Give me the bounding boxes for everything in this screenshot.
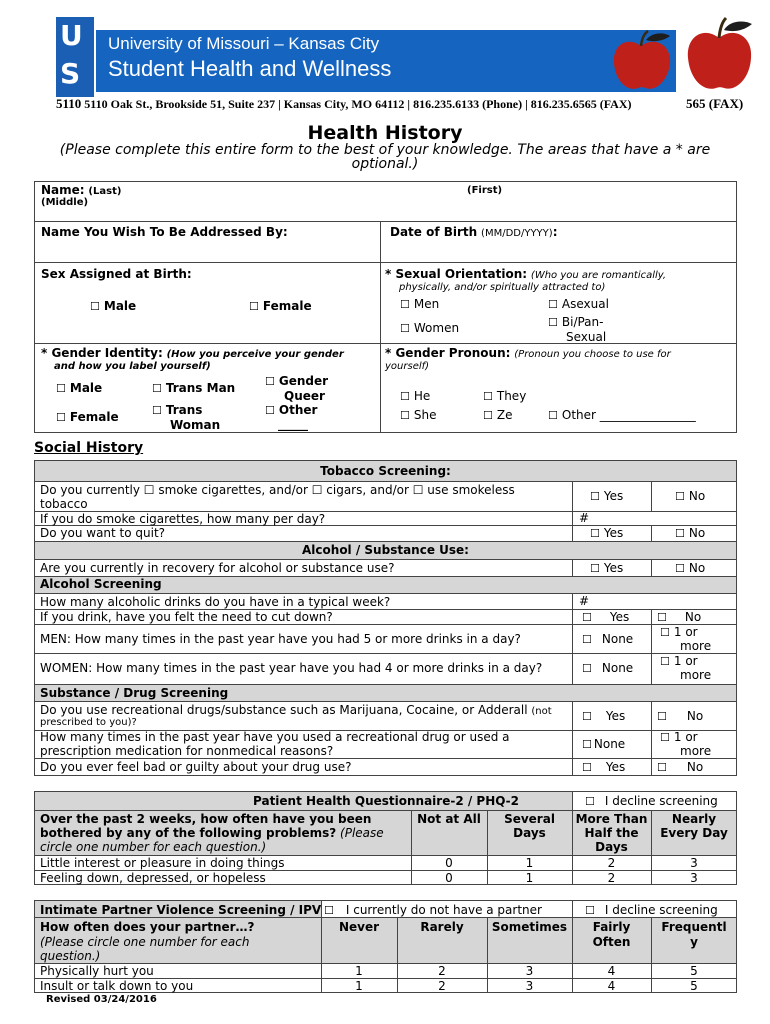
phq2-score[interactable]: 0	[445, 856, 453, 870]
orientation-bipan[interactable]: ☐ Bi/Pan-	[548, 315, 604, 329]
guilty-no[interactable]: ☐ No	[657, 760, 704, 774]
phq2-col-several-line2: Days	[513, 826, 546, 840]
ipv-col-rarely: Rarely	[420, 920, 464, 934]
gi-trans-woman[interactable]: ☐ Trans	[152, 403, 203, 417]
phq2-decline[interactable]: ☐ I decline screening	[585, 794, 718, 808]
q-recovery: Are you currently in recovery for alcohol or substance use?	[40, 561, 395, 575]
ipv-col-frequently: Frequentl	[661, 920, 727, 934]
quit-yes[interactable]: ☐ Yes	[590, 526, 624, 540]
pronoun-other[interactable]: ☐ Other ________________	[548, 408, 696, 422]
name-field[interactable]: Name: (Last)	[41, 183, 122, 197]
alcohol-screening-header: Alcohol Screening	[40, 577, 162, 591]
tobacco-header: Tobacco Screening:	[320, 464, 451, 478]
fax-ghost-text: 565 (FAX)	[686, 96, 744, 111]
ipv-col-never: Never	[338, 920, 380, 934]
q-men-drinks: MEN: How many times in the past year have you had 5 or more drinks in a day?	[40, 632, 521, 646]
phq2-score[interactable]: 2	[607, 856, 616, 870]
q-drug-guilty: Do you ever feel bad or guilty about your drug use?	[40, 760, 352, 774]
q-past-year-drug: How many times in the past year have you used a recreational drug or used a	[40, 730, 510, 744]
social-history-heading: Social History	[34, 440, 144, 456]
clinic-address	[56, 96, 631, 112]
q-want-quit: Do you want to quit?	[40, 526, 166, 540]
page-subtitle: (Please complete this entire form to the best of your knowledge. The areas that have a * are optional.)	[59, 142, 711, 172]
women-one-or-more[interactable]: ☐ 1 or	[660, 654, 698, 668]
orientation-men[interactable]: ☐ Men	[400, 297, 440, 311]
pronoun-she[interactable]: ☐ She	[400, 408, 437, 422]
phq2-title: Patient Health Questionnaire-2 / PHQ-2	[253, 794, 519, 808]
phq2-question-line2: bothered by any of the following problems? (Please	[40, 826, 384, 840]
drinks-count-field[interactable]: #	[579, 594, 590, 608]
sex-female-option[interactable]: ☐ Female	[249, 299, 312, 313]
smoke-yes[interactable]: ☐ Yes	[590, 489, 624, 503]
smoke-no[interactable]: ☐ No	[675, 489, 706, 503]
pronoun-hint: yourself)	[385, 361, 430, 372]
gi-other[interactable]: ☐ Other	[265, 403, 318, 417]
middle-name-label: (Middle)	[41, 197, 89, 208]
ipv-score[interactable]: 2	[438, 964, 446, 978]
logo-ghost-letter: S	[60, 57, 81, 90]
phq2-col-more-than-half-line3: Days	[595, 840, 628, 854]
women-one-or-more-line2: more	[680, 668, 712, 682]
ipv-question: How often does your partner…?	[40, 920, 255, 934]
ipv-score[interactable]: 3	[525, 979, 534, 993]
women-none[interactable]: ☐ None	[582, 661, 634, 675]
drug-screening-header: Substance / Drug Screening	[40, 686, 229, 700]
alcohol-header: Alcohol / Substance Use:	[302, 543, 469, 557]
phq2-question: Over the past 2 weeks, how often have you been	[40, 812, 372, 826]
q-past-year-drug-line2: prescription medication for nonmedical reasons?	[40, 744, 334, 758]
drug-none[interactable]: ☐ None	[582, 737, 626, 751]
phq2-score[interactable]: 2	[607, 871, 616, 885]
cigarettes-count-field[interactable]: #	[579, 511, 590, 525]
ipv-score[interactable]: 3	[525, 964, 534, 978]
gi-trans-woman-line2: Woman	[170, 418, 221, 432]
address-text: 5110 Oak St., Brookside 51, Suite 237 | Kansas City, MO 64112 | 816.235.6133 (Phone) | 816.235.6565 (FAX)	[84, 97, 632, 111]
apple-logo-icon	[684, 16, 754, 96]
phq2-question-line3: circle one number for each question.)	[40, 840, 267, 854]
q-women-drinks: WOMEN: How many times in the past year have you had 4 or more drinks in a day?	[40, 661, 543, 675]
q-cigarettes-per-day: If you do smoke cigarettes, how many per day?	[40, 512, 326, 526]
q-recreational-drugs: Do you use recreational drugs/substance such as Marijuana, Cocaine, or Adderall (not	[40, 703, 552, 717]
phq2-score[interactable]: 3	[690, 871, 698, 885]
ipv-score[interactable]: 2	[438, 979, 446, 993]
ipv-col-frequently-line2: y	[690, 935, 698, 949]
ipv-score[interactable]: 4	[607, 979, 616, 993]
ipv-no-partner[interactable]: ☐ I currently do not have a partner	[324, 903, 542, 917]
men-one-or-more[interactable]: ☐ 1 or	[660, 625, 698, 639]
sex-male-option[interactable]: ☐ Male	[90, 299, 137, 313]
ipv-row-hurt: Physically hurt you	[40, 964, 154, 978]
gi-gender-queer[interactable]: ☐ Gender	[265, 374, 329, 388]
drug-one-or-more-line2: more	[680, 744, 712, 758]
page-title: Health History	[307, 122, 463, 144]
orientation-bipan-line2: Sexual	[566, 330, 607, 344]
drugs-no[interactable]: ☐ No	[657, 709, 704, 723]
q-recreational-drugs-line2: prescribed to you)?	[40, 717, 137, 728]
recovery-no[interactable]: ☐ No	[675, 561, 706, 575]
pronoun-ze[interactable]: ☐ Ze	[483, 408, 513, 422]
q-drinks-week: How many alcoholic drinks do you have in a typical week?	[40, 595, 391, 609]
apple-logo-icon	[608, 30, 674, 94]
men-one-or-more-line2: more	[680, 639, 712, 653]
phq2-col-nearly: Nearly	[671, 812, 717, 826]
logo-ghost-block	[56, 17, 94, 97]
orientation-hint: physically, and/or spiritually attracted to)	[399, 282, 606, 293]
orientation-asexual[interactable]: ☐ Asexual	[548, 297, 609, 311]
phq2-col-nearly-line2: Every Day	[660, 826, 728, 840]
banner-department: Student Health and Wellness	[108, 56, 392, 81]
banner-university: University of Missouri – Kansas City	[108, 34, 380, 53]
q-smoke-type: Do you currently ☐ smoke cigarettes, and/or ☐ cigars, and/or ☐ use smokeless	[40, 483, 515, 497]
phq2-col-more-than-half: More Than	[575, 812, 648, 826]
ipv-score[interactable]: 5	[690, 964, 698, 978]
recovery-yes[interactable]: ☐ Yes	[590, 561, 624, 575]
dob-field[interactable]: Date of Birth (MM/DD/YYYY):	[390, 225, 558, 239]
q-smoke-type-line2: tobacco	[40, 497, 88, 511]
gi-gender-queer-line2: Queer	[284, 389, 325, 403]
pronoun-they[interactable]: ☐ They	[483, 389, 527, 403]
quit-no[interactable]: ☐ No	[675, 526, 706, 540]
ipv-score[interactable]: 1	[355, 979, 363, 993]
ipv-question-line2: (Please circle one number for each	[40, 935, 250, 949]
phq2-row-interest: Little interest or pleasure in doing things	[40, 856, 285, 870]
phq2-score[interactable]: 0	[445, 871, 453, 885]
ipv-col-fairly-often: Fairly	[592, 920, 631, 934]
men-none[interactable]: ☐ None	[582, 632, 634, 646]
q-cut-down: If you drink, have you felt the need to cut down?	[40, 610, 333, 624]
orientation-label: * Sexual Orientation: (Who you are romantically,	[385, 267, 667, 281]
gender-identity-hint: and how you label yourself)	[54, 361, 211, 372]
ipv-col-fairly-often-line2: Often	[592, 935, 631, 949]
revision-date: Revised 03/24/2016	[46, 994, 157, 1005]
phq2-col-several: Several	[504, 812, 555, 826]
logo-ghost-letter: U	[60, 19, 83, 52]
sex-label: Sex Assigned at Birth:	[41, 267, 192, 281]
phq2-score[interactable]: 1	[525, 856, 534, 870]
ipv-question-line3: question.)	[40, 949, 101, 963]
phq2-row-depressed: Feeling down, depressed, or hopeless	[40, 871, 266, 885]
university-banner	[96, 30, 676, 92]
gi-female[interactable]: ☐ Female	[56, 410, 119, 424]
cutdown-no[interactable]: ☐ No	[657, 610, 702, 624]
preferred-name-field[interactable]: Name You Wish To Be Addressed By:	[41, 225, 288, 239]
phq2-score[interactable]: 1	[525, 871, 534, 885]
pronoun-label: * Gender Pronoun: (Pronoun you choose to use for	[385, 346, 671, 360]
drug-one-or-more[interactable]: ☐ 1 or	[660, 730, 698, 744]
ipv-decline[interactable]: ☐ I decline screening	[585, 903, 718, 917]
first-name-label: (First)	[467, 185, 503, 196]
demographics-box	[34, 181, 737, 433]
orientation-women[interactable]: ☐ Women	[400, 321, 460, 335]
phq2-col-more-than-half-line2: Half the	[584, 826, 639, 840]
drugs-yes[interactable]: ☐ Yes	[582, 709, 626, 723]
ipv-score[interactable]: 4	[607, 964, 616, 978]
phq2-col-not-at-all: Not at All	[417, 812, 481, 826]
gi-male[interactable]: ☐ Male	[56, 381, 103, 395]
gi-other-blank[interactable]: _____	[278, 417, 308, 431]
phq2-score[interactable]: 3	[690, 856, 698, 870]
pronoun-he[interactable]: ☐ He	[400, 389, 431, 403]
cutdown-yes[interactable]: ☐ Yes	[582, 610, 630, 624]
ipv-score[interactable]: 5	[690, 979, 698, 993]
ipv-col-sometimes: Sometimes	[491, 920, 568, 934]
gi-trans-man[interactable]: ☐ Trans Man	[152, 381, 236, 395]
ipv-score[interactable]: 1	[355, 964, 363, 978]
ipv-row-insult: Insult or talk down to you	[40, 979, 194, 993]
guilty-yes[interactable]: ☐ Yes	[582, 760, 626, 774]
ipv-title: Intimate Partner Violence Screening / IPV	[40, 903, 322, 917]
gender-identity-label: * Gender Identity: (How you perceive your gender	[41, 346, 344, 360]
address-ghost-prefix: 5110	[56, 96, 82, 111]
